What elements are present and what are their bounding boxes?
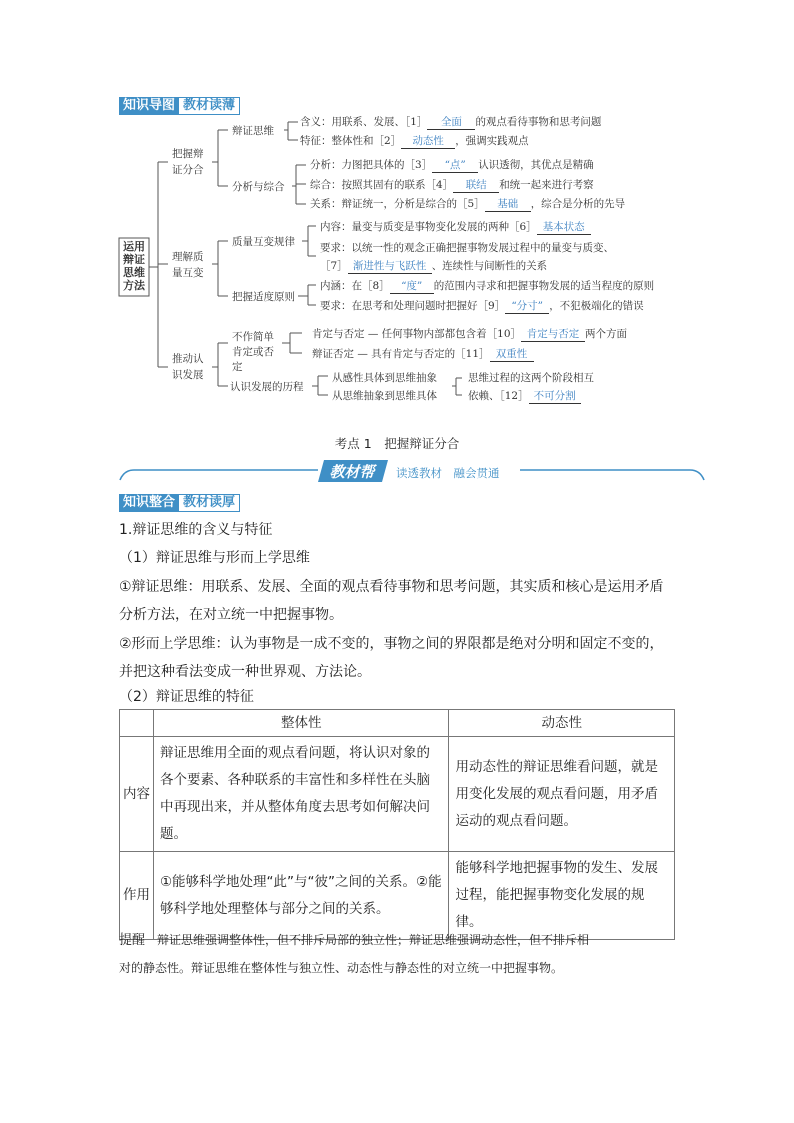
answer-3: “点” bbox=[432, 157, 478, 173]
answer-11: 双重性 bbox=[490, 346, 534, 362]
badge-right: 教材读厚 bbox=[179, 494, 240, 512]
node-cognition-course: 认识发展的历程 bbox=[230, 381, 304, 393]
answer-4: 联结 bbox=[453, 177, 499, 193]
table-header-row bbox=[120, 710, 675, 737]
answer-9: “分寸” bbox=[505, 298, 549, 314]
node-affirm-negate: 肯定与否定 — 任何事物内部都包含着［10］ 肯定与否定 两个方面 bbox=[312, 328, 628, 340]
paragraph-metaphysical-cont: 并把这种看法变成一种世界观、方法论。 bbox=[119, 664, 371, 680]
node-qq-req: 要求：以统一性的观念正确把握事物发展过程中的量变与质变、 bbox=[320, 242, 614, 254]
node-qq-req-2: ［7］ 渐进性与飞跃性 、连续性与间断性的关系 bbox=[320, 260, 548, 272]
node-perceptual: 从感性具体到思维抽象 bbox=[332, 372, 437, 384]
node-synthesis: 综合：按照其固有的联系［4］ 联结 和统一起来进行考察 bbox=[310, 179, 594, 191]
node-meaning: 含义：用联系、发展、［1］ 全面 的观点看待事物和思考问题 bbox=[300, 116, 602, 128]
banner-title: 教材帮 bbox=[329, 463, 375, 481]
answer-1: 全面 bbox=[427, 114, 475, 130]
table-header: 整体性 bbox=[153, 710, 449, 737]
answer-8: “度” bbox=[390, 278, 434, 294]
answer-10: 肯定与否定 bbox=[521, 326, 585, 342]
paragraph-dialectical: ①辩证思维：用联系、发展、全面的观点看待事物和思考问题，其实质和核心是运用矛盾 bbox=[119, 579, 664, 595]
table-header bbox=[120, 710, 154, 737]
node-moderation-req: 要求：在思考和处理问题时把握好［9］ “分寸” ，不犯极端化的错误 bbox=[320, 300, 644, 312]
mindmap-branch-3: 推动认识发展 bbox=[172, 353, 204, 381]
mindmap-branch-2: 理解质量互变 bbox=[172, 251, 204, 279]
node-analysis: 分析：力图把具体的［3］ “点” 认识透彻，其优点是精确 bbox=[310, 159, 594, 171]
answer-7: 渐进性与飞跃性 bbox=[348, 258, 432, 274]
table-cell: 用动态性的辩证思维看问题，就是用变化发展的观点看问题，用矛盾运动的观点看问题。 bbox=[449, 737, 675, 852]
banner-line bbox=[0, 0, 794, 500]
mindmap-root: 运用辩证思维方法 bbox=[123, 240, 145, 292]
heading-1-2: （2）辩证思维的特征 bbox=[119, 689, 254, 705]
features-table bbox=[119, 709, 675, 940]
node-stages-2: 依赖、［12］ 不可分割 bbox=[468, 388, 581, 404]
node-moderation: 把握适度原则 bbox=[232, 291, 295, 303]
node-analysis-synthesis: 分析与综合 bbox=[232, 181, 285, 193]
paragraph-dialectical-cont: 分析方法，在对立统一中把握事物。 bbox=[119, 607, 343, 623]
heading-1: 1.辩证思维的含义与特征 bbox=[119, 522, 273, 538]
node-stages: 思维过程的这两个阶段相互 bbox=[468, 372, 594, 384]
section-title: 考点 1 把握辩证分合 bbox=[334, 436, 460, 451]
badge-right: 教材读薄 bbox=[179, 97, 240, 115]
row-label: 内容 bbox=[120, 737, 154, 852]
answer-12: 不可分割 bbox=[529, 388, 581, 404]
answer-5: 基础 bbox=[485, 196, 531, 212]
tip-line-1: 提醒 辩证思维强调整体性，但不排斥局部的独立性；辩证思维强调动态性，但不排斥相 bbox=[119, 933, 590, 948]
tip-line-2: 对的静态性。辩证思维在整体性与独立性、动态性与静态性的对立统一中把握事物。 bbox=[119, 961, 564, 975]
table-cell: ①能够科学地处理“此”与“彼”之间的关系。②能够科学地处理整体与部分之间的关系。 bbox=[153, 852, 449, 940]
answer-2: 动态性 bbox=[401, 133, 455, 149]
banner-subtitle: 读透教材 融会贯通 bbox=[396, 466, 500, 480]
paragraph-metaphysical: ②形而上学思维：认为事物是一成不变的，事物之间的界限都是绝对分明和固定不变的， bbox=[119, 636, 664, 652]
table-row bbox=[120, 737, 675, 852]
node-not-simple: 不作简单肯定或否定 bbox=[232, 331, 274, 373]
table-cell: 能够科学地把握事物的发生、发展过程，能把握事物变化发展的规律。 bbox=[449, 852, 675, 940]
node-relation: 关系：辩证统一，分析是综合的［5］ 基础 ，综合是分析的先导 bbox=[310, 198, 626, 210]
mindmap-branch-1: 把握辩证分合 bbox=[172, 148, 204, 176]
node-abstract: 从思维抽象到思维具体 bbox=[332, 390, 437, 402]
integration-badge bbox=[119, 494, 240, 512]
badge-left: 知识导图 bbox=[119, 97, 179, 115]
node-dialectical-negation: 辩证否定 — 具有肯定与否定的［11］ 双重性 bbox=[312, 346, 534, 362]
heading-1-1: （1）辩证思维与形而上学思维 bbox=[119, 550, 310, 566]
node-qq-content: 内容：量变与质变是事物变化发展的两种［6］ 基本状态 bbox=[320, 219, 591, 235]
node-features: 特征：整体性和［2］ 动态性 ，强调实践观点 bbox=[300, 135, 529, 147]
table-cell: 辩证思维用全面的观点看问题，将认识对象的各个要素、各种联系的丰富性和多样性在头脑中再现出来，并从整体角度去思考如何解决问题。 bbox=[153, 737, 449, 852]
row-label: 作用 bbox=[120, 852, 154, 940]
node-moderation-meaning: 内涵：在［8］ “度” 的范围内寻求和把握事物发展的适当程度的原则 bbox=[320, 280, 655, 292]
tip-label: 提醒 bbox=[119, 933, 146, 948]
node-qq-law: 质量互变规律 bbox=[232, 236, 295, 248]
node-dialectical-thinking: 辩证思维 bbox=[232, 125, 274, 137]
badge-left: 知识整合 bbox=[119, 494, 179, 512]
table-header: 动态性 bbox=[449, 710, 675, 737]
answer-6: 基本状态 bbox=[537, 219, 591, 235]
